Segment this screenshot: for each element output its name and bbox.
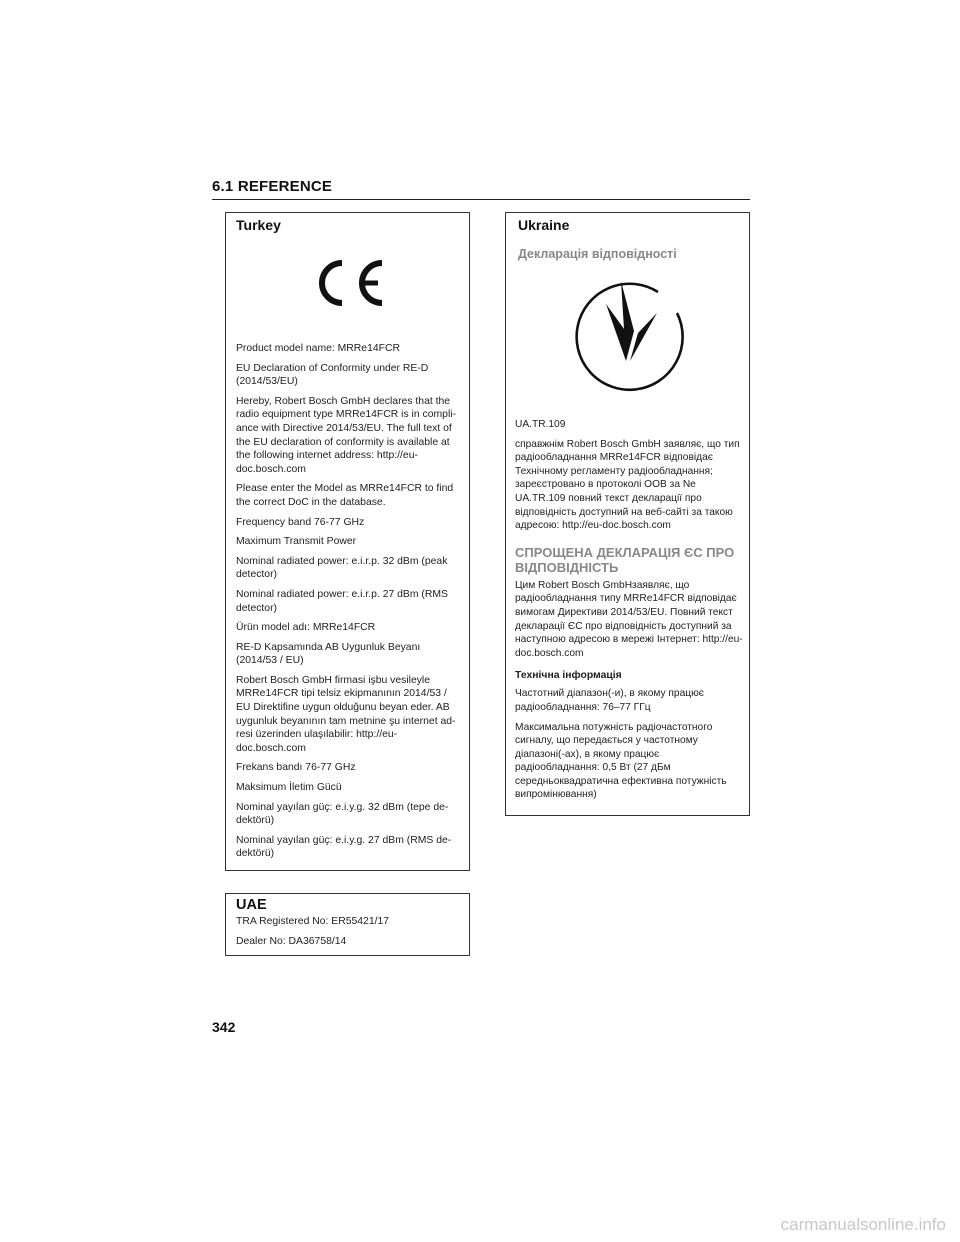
turkey-paragraph: EU Declaration of Conformity under RE-D (2014/53/EU) (236, 362, 429, 388)
turkey-paragraph: Robert Bosch GmbH firmasi işbu vesileyle MRRe14FCR tipi telsiz ekipmanının 2014/53 / EU Direktifine uygun olduğunu beyan eder. AB uygunluk beyanının tam metnine şu internet ad-resi üzerinden ulaşılabilir: http://eu-doc.bosch.com (236, 674, 456, 754)
section-header (212, 178, 750, 200)
page-number: 342 (212, 1019, 236, 1035)
turkey-paragraph: Frekans bandı 76-77 GHz (236, 762, 356, 774)
turkey-paragraph: Frequency band 76-77 GHz (236, 516, 365, 528)
ukraine-declaration: Цим Robert Bosch GmbHзаявляє, що радіообладнання типу MRRe14FCR відповідає вимогам Директиви 2014/53/EU. Повний текст декларації ЄС про відповідність доступний за наступною адресою в мережі Інтернет: http://eu-doc.bosch.com (515, 579, 743, 659)
turkey-paragraph: Ürün model adı: MRRe14FCR (236, 622, 376, 634)
turkey-paragraph: RE-D Kapsamında AB Uygunluk Beyanı (2014/53 / EU) (236, 641, 421, 667)
section-title: 6.1 REFERENCE (212, 178, 333, 195)
ukraine-conformity-mark-icon (566, 273, 692, 404)
turkey-paragraph: Please enter the Model as MRRe14FCR to find the correct DoC in the database. (236, 483, 454, 508)
ce-mark-icon (310, 257, 386, 314)
turkey-paragraph: Product model name: MRRe14FCR (236, 343, 401, 354)
ukraine-simplified-heading: СПРОЩЕНА ДЕКЛАРАЦІЯ ЄС ПРО ВІДПОВІДНІСТЬ (515, 544, 735, 575)
turkey-paragraph: Maximum Transmit Power (236, 536, 357, 548)
turkey-paragraph: Hereby, Robert Bosch GmbH declares that the radio equipment type MRRe14FCR is in compli-ance with Directive 2014/53/EU. The full text of the EU declaration of conformity is available at the following internet address: http://eu-doc.bosch.com (236, 395, 457, 475)
uae-tra-number: TRA Registered No: ER55421/17 (236, 916, 390, 927)
uae-dealer-number: Dealer No: DA36758/14 (236, 935, 347, 947)
turkey-paragraph: Nominal yayılan güç: e.i.y.g. 32 dBm (tepe de-dektörü) (236, 801, 449, 827)
uae-declaration-box (225, 893, 470, 956)
ukraine-subtitle: Декларація відповідності (518, 247, 677, 261)
ukraine-tech-paragraph: Частотний діапазон(-и), в якому працює радіообладнання: 76–77 ГГц (515, 688, 704, 713)
turkey-paragraph: Nominal radiated power: e.i.r.p. 27 dBm (RMS detector) (236, 588, 448, 614)
watermark: carmanualsonline.info (780, 1215, 946, 1234)
ukraine-title: Ukraine (518, 217, 570, 233)
ukraine-code: UA.TR.109 (515, 419, 566, 430)
ukraine-tech-paragraph: Максимальна потужність радіочастотного сигналу, що передається у частотному діапазоні(-ах), в якому працює радіообладнання: 0,5 Вт (27 дБм середньоквадратична ефективна потужність випромінювання) (515, 721, 727, 801)
turkey-title: Turkey (236, 217, 281, 233)
uae-title: UAE (236, 897, 267, 913)
turkey-paragraph: Nominal yayılan güç: e.i.y.g. 27 dBm (RMS de-dektörü) (236, 834, 452, 860)
ukraine-tech-title: Технічна інформація (515, 670, 622, 682)
turkey-paragraph: Nominal radiated power: e.i.r.p. 32 dBm (peak detector) (236, 555, 448, 581)
turkey-paragraph: Maksimum İletim Gücü (236, 782, 342, 794)
ukraine-intro: справжнім Robert Bosch GmbH заявляє, що тип радіообладнання MRRe14FCR відповідає Технічному регламенту радіообладнання; зареєстровано в протоколі OOB за Ne UA.TR.109 повний текст декларації про відповідність доступний на веб-сайті за такою адресою: http://eu-doc.bosch.com (515, 438, 740, 532)
turkey-declaration-box (225, 212, 470, 871)
ukraine-declaration-box (505, 212, 750, 816)
